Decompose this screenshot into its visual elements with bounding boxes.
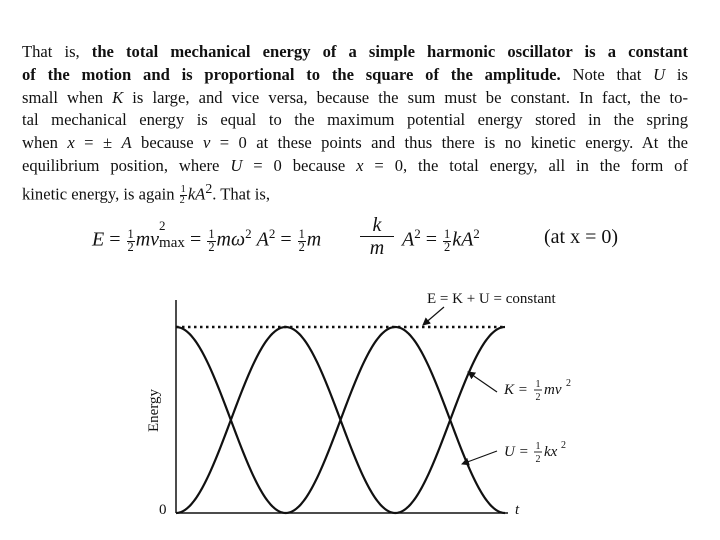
superscript: 2	[245, 226, 252, 241]
x-axis-label: t	[515, 502, 520, 518]
equals-sign: =	[280, 228, 292, 251]
fraction-numerator: 1	[208, 226, 215, 241]
bold-statement: the total mechanical energy of a simple harmonic oscillator is a constant	[91, 42, 688, 61]
symbol-m: m	[369, 237, 385, 259]
fraction-numerator: 1	[444, 226, 451, 241]
symbol-m-omega: mω	[216, 228, 246, 251]
fraction-numerator: 1	[180, 184, 186, 196]
text-run: Note that	[560, 64, 654, 84]
svg-text:K =	[503, 382, 528, 398]
kinetic-energy-arrow	[468, 372, 497, 392]
symbol-E: E	[92, 228, 105, 251]
symbol-mv: mv	[135, 228, 160, 251]
text-run: That is,	[22, 42, 92, 61]
fraction-denominator: 2	[535, 454, 541, 465]
equals-sign: =	[109, 228, 121, 251]
text-run: tal mechanical energy is equal to the maximum potential energy stored in the spring	[22, 110, 688, 130]
text-run: is	[665, 64, 688, 84]
fraction-numerator: 1	[535, 379, 541, 390]
symbol-m: m	[306, 228, 322, 251]
symbol-x: x	[356, 155, 364, 175]
potential-energy-arrow	[462, 451, 497, 464]
total-energy-arrow	[423, 307, 444, 325]
text-run: is large, and vice versa, because the sum must be constant. In fact, the to-	[123, 87, 688, 107]
equation-condition: (at x = 0)	[544, 226, 619, 248]
text-run: because	[131, 133, 203, 153]
total-energy-label: E = K + U = constant	[427, 291, 556, 307]
label-mv: mv	[544, 382, 562, 398]
fraction-denominator: 2	[535, 392, 541, 403]
text-run: = 0, the total energy, all in the form of	[363, 155, 688, 175]
superscript: 2	[414, 226, 421, 241]
superscript: 2	[566, 378, 571, 389]
text-run: . That is,	[212, 184, 271, 204]
symbol-A: A	[256, 228, 269, 251]
fraction-denominator: 2	[444, 239, 451, 254]
fraction-numerator: 1	[535, 441, 541, 452]
symbol-U: U	[230, 155, 243, 175]
fraction-denominator: 2	[127, 239, 134, 254]
label-symbol-U: U =	[504, 444, 529, 460]
fraction-denominator: 2	[208, 239, 215, 254]
symbol-K: K	[112, 87, 124, 107]
superscript: 2	[159, 217, 166, 233]
potential-energy-label	[504, 440, 566, 465]
fraction-numerator: 1	[298, 226, 305, 241]
symbol-kA: kA	[452, 228, 474, 251]
superscript: 2	[205, 180, 213, 196]
symbol-A: A	[402, 228, 415, 251]
symbol-A: A	[121, 133, 132, 153]
fraction-numerator: 1	[127, 226, 134, 241]
origin-label: 0	[159, 502, 167, 518]
superscript: 2	[473, 226, 480, 241]
text-run: small when	[22, 87, 113, 107]
text-run: = 0 at these points and thus there is no kinetic energy. At the	[210, 133, 689, 153]
symbol-kA: kA	[187, 184, 206, 204]
bold-statement: of the motion and is proportional to the square of the amplitude.	[22, 64, 561, 84]
potential-energy-curve	[176, 327, 505, 513]
symbol-x: x	[67, 133, 75, 153]
y-axis-label: Energy	[146, 388, 162, 432]
equals-sign: =	[425, 228, 437, 251]
label-symbol-K: K =	[504, 382, 528, 398]
kinetic-energy-label	[503, 378, 571, 403]
symbol-v: v	[202, 133, 211, 153]
text-run: = 0 because	[242, 155, 357, 175]
symbol-k: k	[372, 214, 382, 236]
text-run: when	[22, 133, 68, 153]
subscript-max: max	[159, 234, 185, 251]
fraction-denominator: 2	[298, 239, 305, 254]
text-run: kinetic energy, is again	[22, 184, 179, 204]
equals-sign: =	[190, 228, 202, 251]
text-run: = ±	[74, 133, 122, 153]
symbol-U: U	[653, 64, 666, 84]
superscript: 2	[561, 440, 566, 451]
text-run: equilibrium position, where	[22, 155, 231, 175]
label-kx: kx	[544, 444, 558, 460]
superscript: 2	[268, 226, 276, 241]
fraction-denominator: 2	[179, 195, 185, 206]
